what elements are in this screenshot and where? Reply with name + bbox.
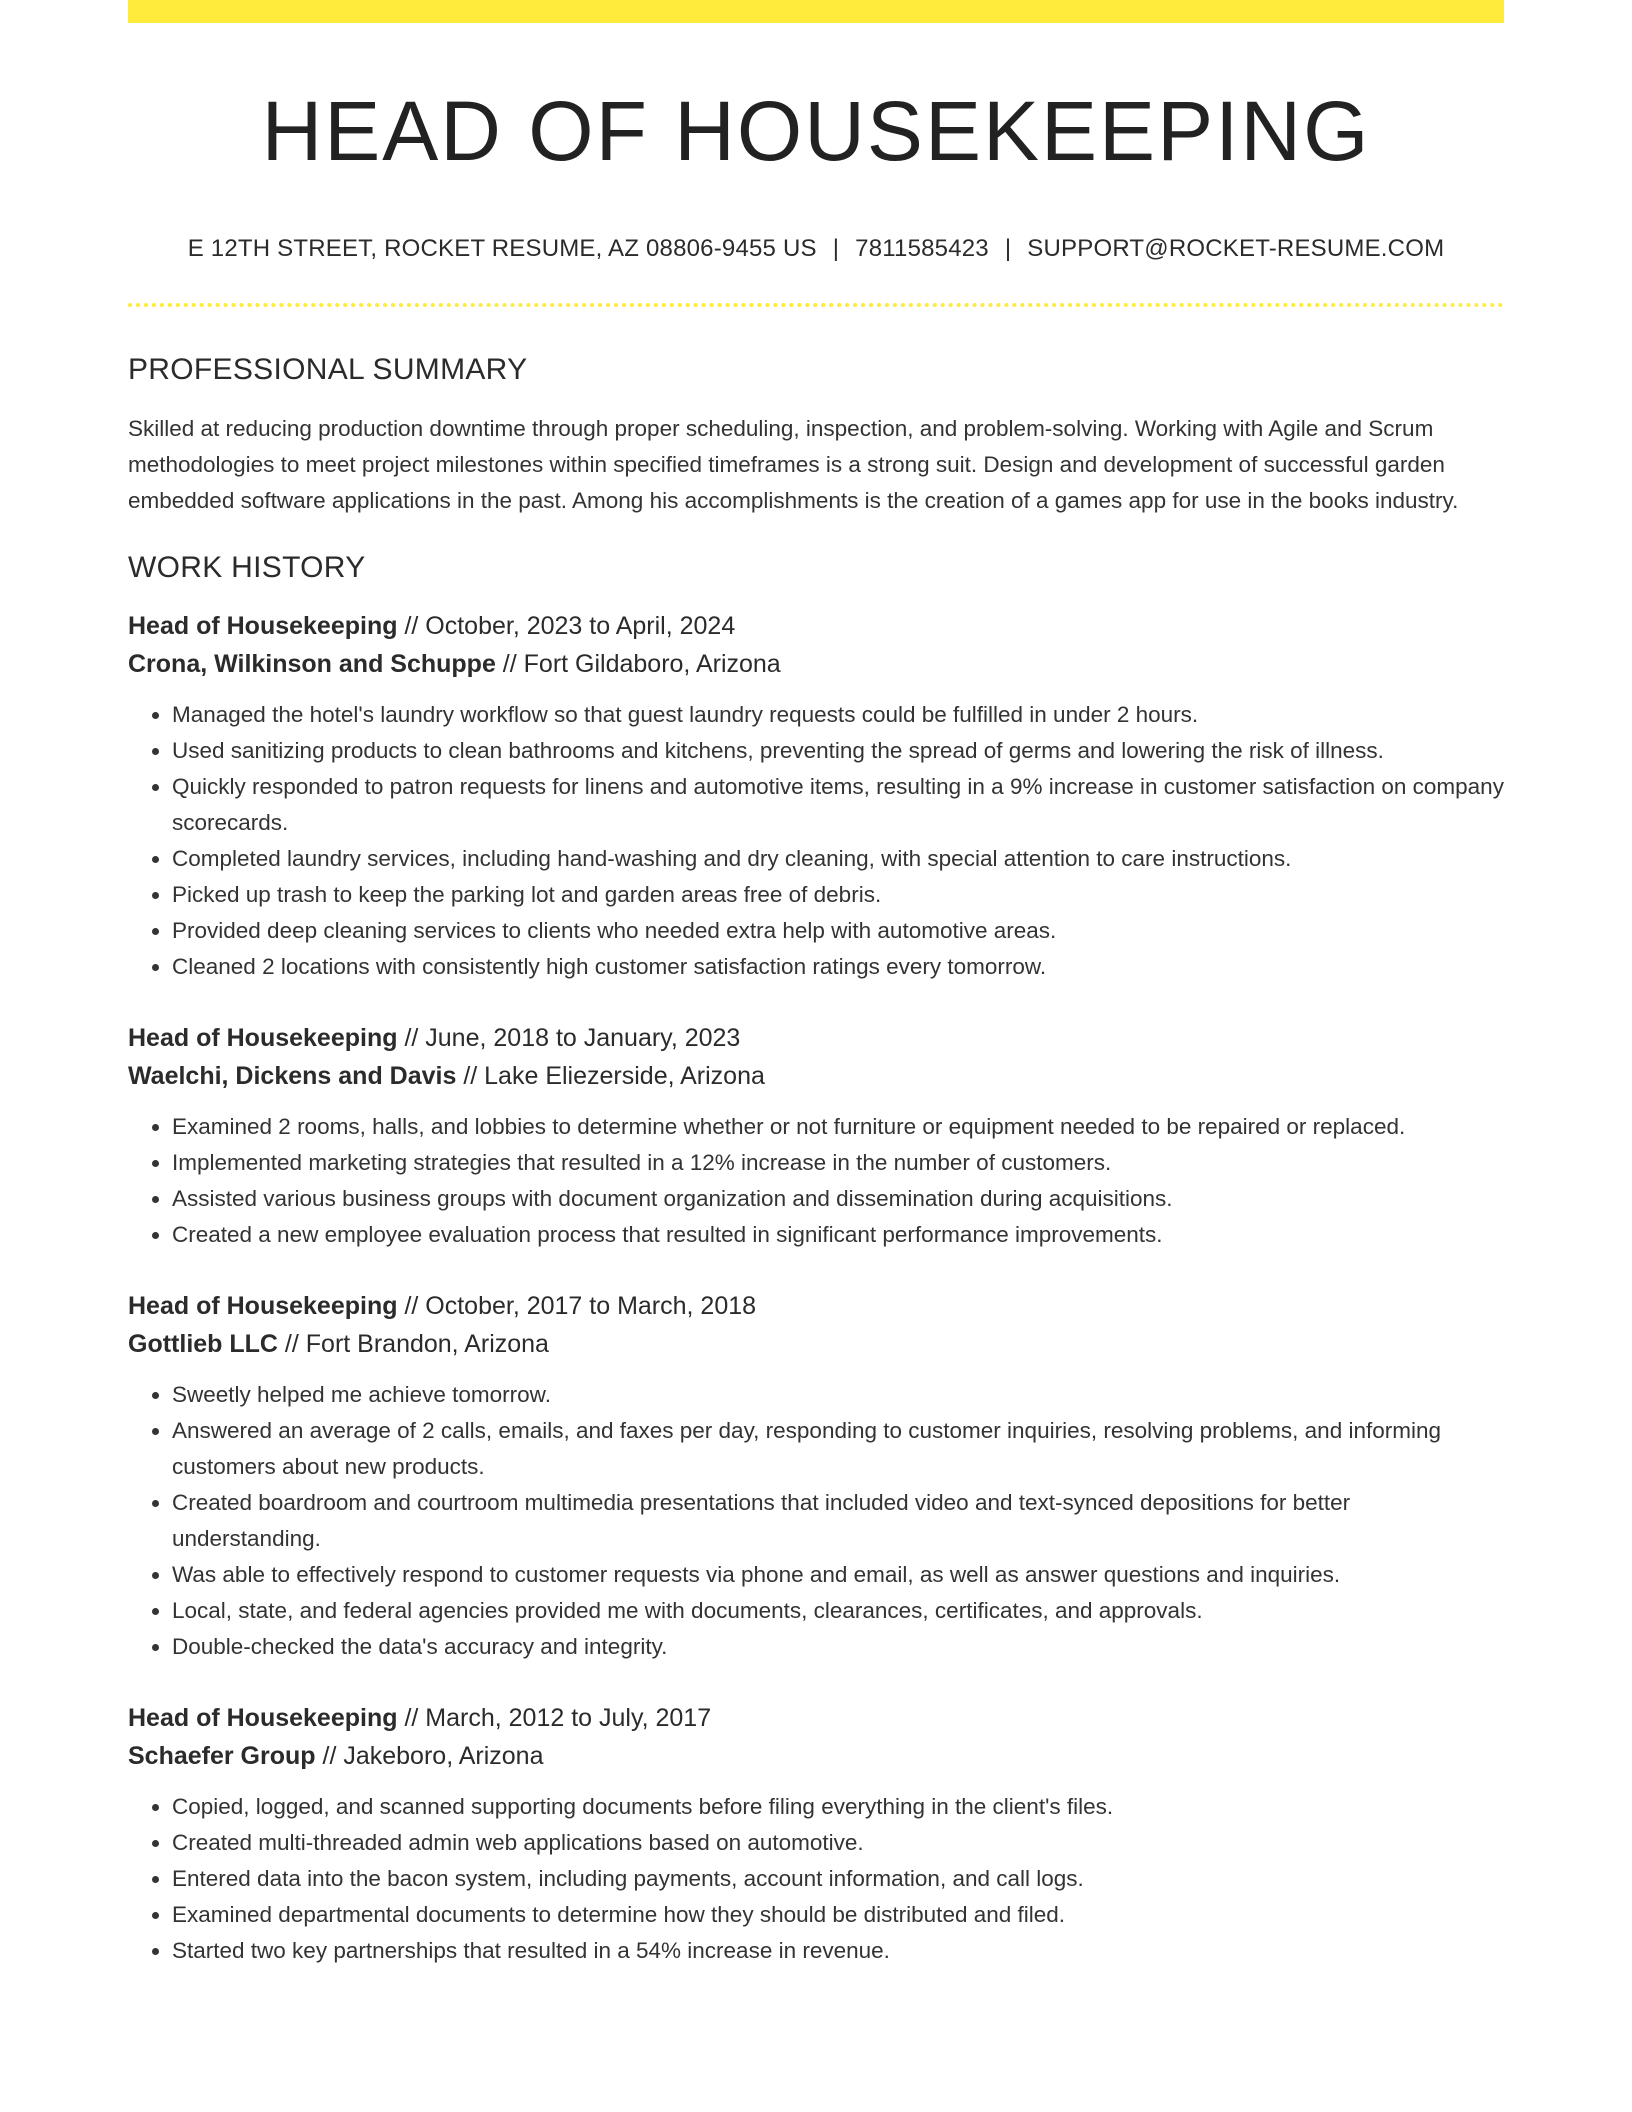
job-bullet: • Local, state, and federal agencies provided me with documents, clearances, certificates, and approvals. [172, 1593, 1504, 1629]
job-location: // Fort Gildaboro, Arizona [495, 650, 781, 679]
job-bullet: • Answered an average of 2 calls, emails, and faxes per day, responding to customer inquiries, resolving problems, and informing customers about new products. [172, 1413, 1504, 1485]
job-bullet: • Double-checked the data's accuracy and integrity. [172, 1629, 1504, 1665]
job-company-line [128, 1057, 1504, 1095]
job-bullet: • Examined 2 rooms, halls, and lobbies to determine whether or not furniture or equipment needed to be repaired or replaced. [172, 1109, 1504, 1145]
job-location: // Fort Brandon, Arizona [277, 1330, 549, 1359]
job-title: Head of Housekeeping [128, 1704, 398, 1733]
job-bullets [128, 697, 1504, 985]
job-company: Waelchi, Dickens and Davis [128, 1062, 457, 1091]
job-bullets [128, 1109, 1504, 1253]
job-company-line [128, 1737, 1504, 1775]
job-title-line [128, 1287, 1504, 1325]
job-bullet: • Sweetly helped me achieve tomorrow. [172, 1377, 1504, 1413]
job-bullet: • Used sanitizing products to clean bathrooms and kitchens, preventing the spread of germs and lowering the risk of illness. [172, 733, 1504, 769]
job-bullet: • Assisted various business groups with document organization and dissemination during acquisitions. [172, 1181, 1504, 1217]
job-bullet: • Entered data into the bacon system, including payments, account information, and call logs. [172, 1861, 1504, 1897]
job-entry [128, 1019, 1504, 1253]
job-dates: // March, 2012 to July, 2017 [397, 1704, 712, 1733]
job-dates: // June, 2018 to January, 2023 [397, 1024, 741, 1053]
job-bullet: • Was able to effectively respond to customer requests via phone and email, as well as answer questions and inquiries. [172, 1557, 1504, 1593]
job-bullet: • Picked up trash to keep the parking lot and garden areas free of debris. [172, 877, 1504, 913]
job-entry [128, 607, 1504, 985]
job-bullet: • Created a new employee evaluation process that resulted in significant performance improvements. [172, 1217, 1504, 1253]
job-bullet: • Examined departmental documents to determine how they should be distributed and filed. [172, 1897, 1504, 1933]
work-history-heading: WORK HISTORY [128, 551, 366, 585]
job-company: Crona, Wilkinson and Schuppe [128, 650, 496, 679]
job-bullet: • Created multi-threaded admin web applications based on automotive. [172, 1825, 1504, 1861]
job-title-line [128, 1019, 1504, 1057]
job-bullets [128, 1377, 1504, 1665]
job-bullet: • Copied, logged, and scanned supporting documents before filing everything in the client's files. [172, 1789, 1504, 1825]
summary-text: Skilled at reducing production downtime through proper scheduling, inspection, and problem-solving. Working with Agile and Scrum methodologies to meet project milestones within specified timeframes is a strong suit. Design and development of successful garden embedded software applications in the past. Among his accomplishments is the creation of a games app for use in the books industry. [128, 416, 1459, 514]
contact-separator: | [1004, 235, 1012, 263]
job-bullet: • Cleaned 2 locations with consistently high customer satisfaction ratings every tomorrow. [172, 949, 1504, 985]
job-title: Head of Housekeeping [128, 1024, 398, 1053]
contact-line [128, 235, 1504, 263]
job-company: Schaefer Group [128, 1742, 316, 1771]
contact-address: E 12TH STREET, ROCKET RESUME, AZ 08806-9455 US [187, 235, 817, 263]
resume-page [128, 0, 1504, 1969]
job-bullet: • Created boardroom and courtroom multimedia presentations that included video and text-synced depositions for better understanding. [172, 1485, 1504, 1557]
job-bullet: • Started two key partnerships that resulted in a 54% increase in revenue. [172, 1933, 1504, 1969]
dotted-divider [128, 303, 1504, 307]
job-bullet: • Quickly responded to patron requests for linens and automotive items, resulting in a 9% increase in customer satisfaction on company scorecards. [172, 769, 1504, 841]
job-location: // Jakeboro, Arizona [315, 1742, 544, 1771]
contact-separator: | [832, 235, 840, 263]
resume-title: HEAD OF HOUSEKEEPING [261, 84, 1371, 178]
contact-email[interactable]: SUPPORT@ROCKET-RESUME.COM [1027, 235, 1445, 263]
job-company-line [128, 1325, 1504, 1363]
job-title-line [128, 607, 1504, 645]
job-company-line [128, 645, 1504, 683]
job-bullet: • Managed the hotel's laundry workflow so that guest laundry requests could be fulfilled in under 2 hours. [172, 697, 1504, 733]
job-company: Gottlieb LLC [128, 1330, 278, 1359]
job-title-line [128, 1699, 1504, 1737]
job-title: Head of Housekeeping [128, 1292, 398, 1321]
job-bullet: • Provided deep cleaning services to clients who needed extra help with automotive areas. [172, 913, 1504, 949]
summary-heading: PROFESSIONAL SUMMARY [128, 353, 528, 387]
job-entry [128, 1699, 1504, 1969]
job-title: Head of Housekeeping [128, 612, 398, 641]
job-dates: // October, 2017 to March, 2018 [397, 1292, 757, 1321]
job-location: // Lake Eliezerside, Arizona [456, 1062, 765, 1091]
job-bullet: • Completed laundry services, including hand-washing and dry cleaning, with special attention to care instructions. [172, 841, 1504, 877]
job-dates: // October, 2023 to April, 2024 [397, 612, 736, 641]
contact-phone[interactable]: 7811585423 [855, 235, 989, 263]
top-accent-bar [128, 0, 1504, 23]
job-entry [128, 1287, 1504, 1665]
job-bullets [128, 1789, 1504, 1969]
job-bullet: • Implemented marketing strategies that resulted in a 12% increase in the number of customers. [172, 1145, 1504, 1181]
